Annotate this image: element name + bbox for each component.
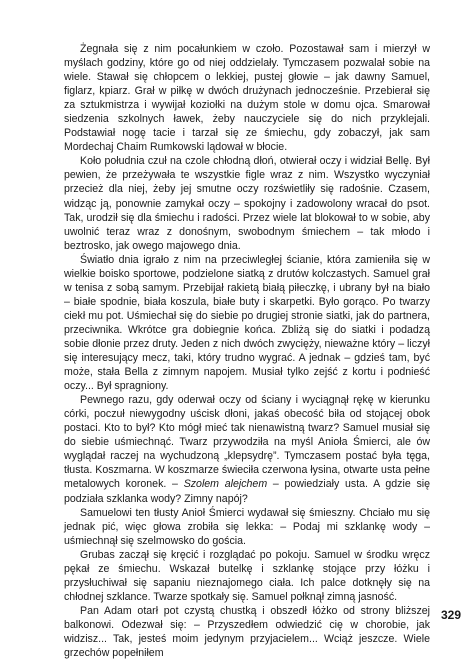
text-segment: Grubas zaczął się kręcić i rozglądać po pokoju. Samuel w środku wręcz pękał ze śmiechu. Wskazał butelkę i szklankę stojące przy łóżku i przysłuchiwał się sapaniu nieznajomego ciała. Ich palce dotknęły się na chłodnej szklance. Twarze spotkały się. Samuel połknął zimną jasność.: [64, 548, 430, 603]
paragraph: [64, 253, 430, 393]
paragraph: [64, 393, 430, 505]
italic-phrase: Szolem alejchem: [183, 478, 268, 491]
text-segment: Pan Adam otarł pot czystą chustką i obszedł łóżko od strony bliższej balkonowi. Odezwał się: – Przyszedłem odwiedzić cię w chorobie, jak widzisz... Tak, jesteś moim jedynym przyjacielem... Wciąż jeszcze. Wiele grzechów popełniłem: [64, 604, 430, 660]
text-segment: Koło południa czuł na czole chłodną dłoń, otwierał oczy i widział Bellę. Był pewien, że przeżywała te wszystkie figle wraz z nim. Wszystko wyczyniał przecież dla niej, żeby jej smutne oczy rozświetliły się radośnie. Czasem, widząc ją, ponownie zamykał oczy – spokojny i zadowolony wracał do psot. Tak, urodził się dla śmiechu i radości. Przez wiele lat blokował to w sobie, aby uwolnić teraz wraz z donośnym, swobodnym śmiechem – tak młodo i beztrosko, jak owego majowego dnia.: [64, 155, 430, 252]
body-text: [64, 42, 430, 660]
paragraph: [64, 154, 430, 252]
text-segment: Samuelowi ten tłusty Anioł Śmierci wydawał się śmieszny. Chciało mu się jednak pić, więc głowa zrobiła się lekka: – Podaj mi szklankę wody – uśmiechnął się szelmowsko do gościa.: [64, 506, 430, 547]
paragraph: [64, 506, 430, 548]
paragraph: [64, 42, 430, 154]
text-segment: Pewnego razu, gdy oderwał oczy od ściany i wyciągnął rękę w kierunku córki, poczuł niewygodny uścisk dłoni, jakaś obecość biła od stojącej obok postaci. Kto to był? Kto mógł mieć tak nienawistną twarz? Samuel musiał się do siebie uśmiechnąć. Twarz przywodziła na myśl Anioła Śmierci, ale ów wyglądał raczej na wychudzoną „klepsydrę”. Tymczasem postać była tęga, tłusta. Koszmarna. W koszmarze świeciła czerwona łysina, otwarte usta pełne metalowych koronek. –: [64, 394, 430, 491]
page-number: 329: [441, 608, 462, 622]
text-segment: Żegnała się z nim pocałunkiem w czoło. Pozostawał sam i mierzył w myślach godziny, które go od niej oddzielały. Tymczasem pozwalał sobie na wiele. Stawał się chłopcem o lekkiej, pustej głowie – jak dawny Samuel, figlarz, kpiarz. Grał w piłkę w dwóch drużynach jednocześnie. Przebierał się za sztukmistrza i wywijał koziołki na dużym stole w domu ojca. Smarował siedzenia szkolnych ławek, żeby nauczyciele się do nich przyklejali. Podstawiał nogę tacie i tarzał się ze śmiechu, gdy zobaczył, jak sam Mordechaj Chaim Rumkowski lądował w błocie.: [64, 43, 430, 154]
text-segment: – powiedziały usta. A gdzie się podziała szklanka wody? Zimny napój?: [64, 478, 430, 505]
paragraph: [64, 604, 430, 660]
paragraph: [64, 548, 430, 604]
text-segment: Światło dnia igrało z nim na przeciwległej ścianie, która zamieniła się w wielkie boisko sportowe, podzielone siatką z drutów kolczastych. Samuel grał w tenisa z sobą samym. Przebijał rakietą białą piłeczkę, i ubrany był na biało – białe spodnie, biała koszula, białe buty i skarpetki. Było gorąco. Po twarzy ciekł mu pot. Uśmiechał się do siebie po drugiej stronie siatki, jak do partnera, przeciwnika. Wkrótce gra dobiegnie końca. Zbliżą się do siatki i podadzą sobie dłonie przez druty. Jeden z nich dwóch zwycięży, nieważne który – liczył się interesujący mecz, taki, który trudno wygrać. A jednak – gdzieś tam, być może, stała Bella z zimnym napojem. Musiał tylko zejść z kortu i podnieść oczy... Był spragniony.: [64, 253, 430, 393]
